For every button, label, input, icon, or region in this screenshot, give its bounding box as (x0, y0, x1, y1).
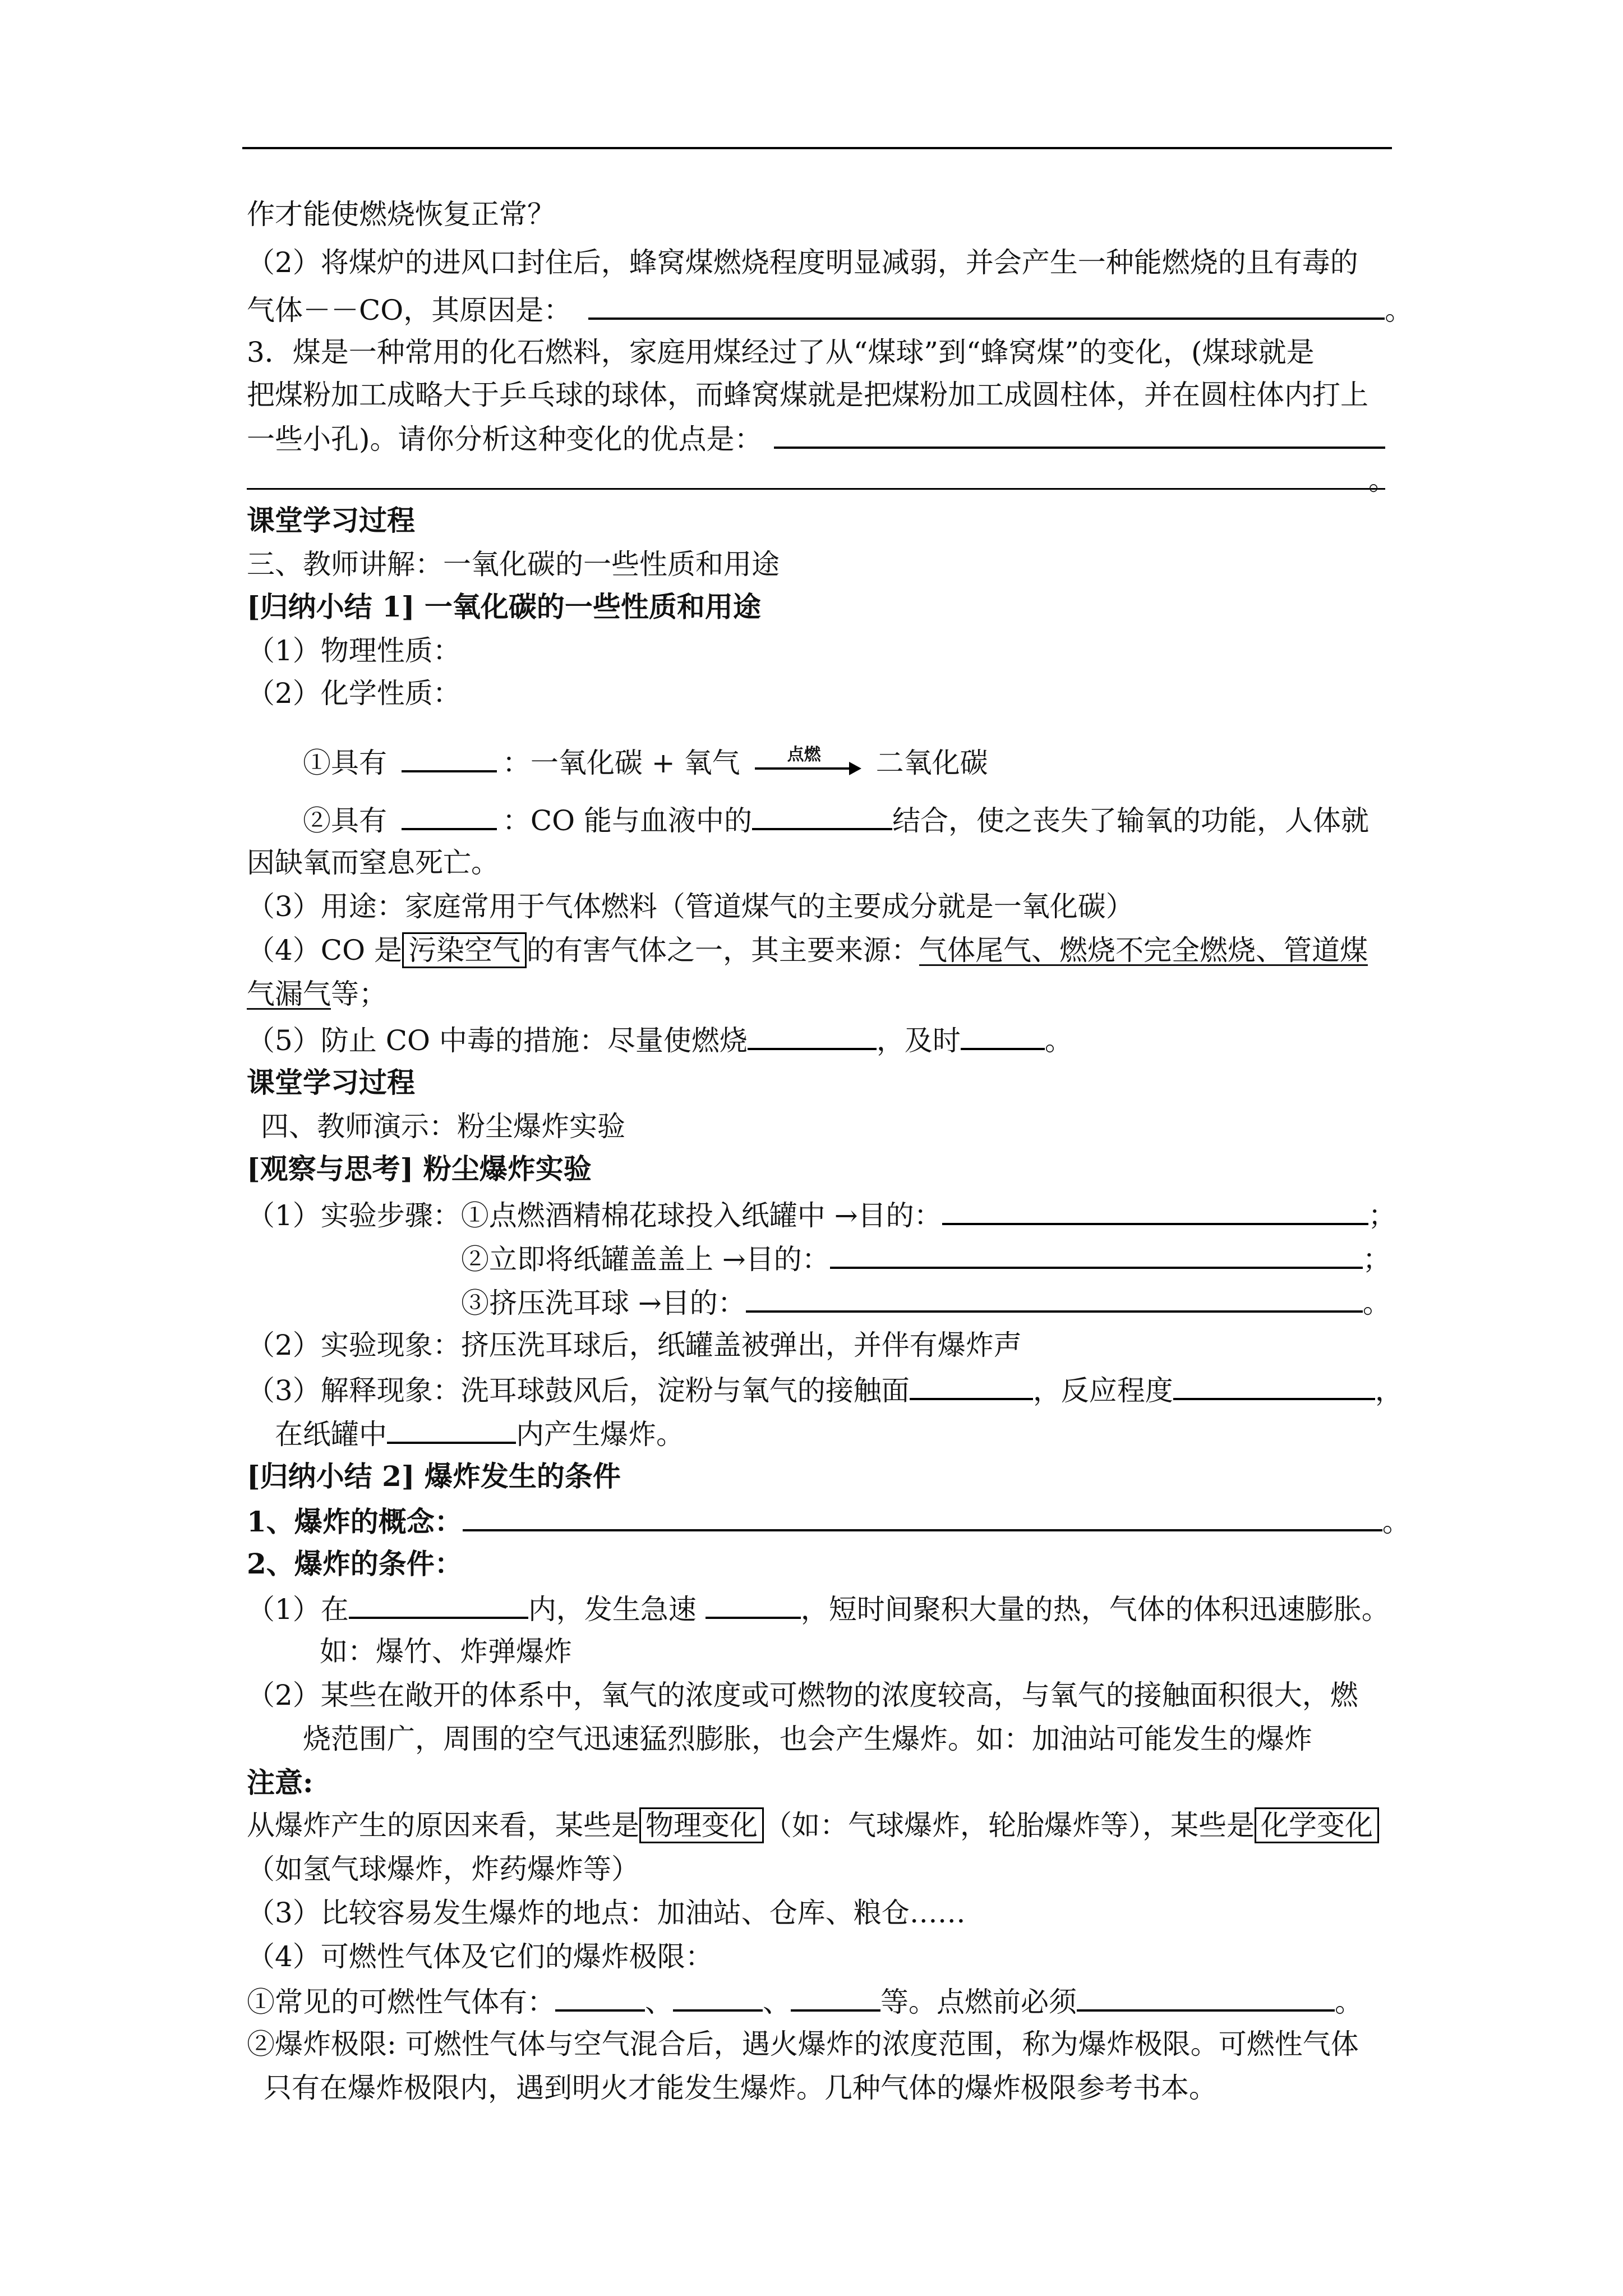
text: ； (1368, 1199, 1396, 1232)
text: （如：气球爆炸，轮胎爆炸等），某些是 (764, 1809, 1255, 1842)
text-line (320, 1634, 572, 1669)
text-line (247, 976, 387, 1012)
text: 气体－－CO，其原因是： (247, 294, 572, 326)
text: （2）化学性质： (247, 677, 461, 710)
answer-blank[interactable] (791, 1982, 880, 2012)
text: ①具有 (303, 747, 396, 779)
text-line (247, 546, 780, 582)
text: [观察与思考] 粉尘爆炸实验 (247, 1152, 592, 1185)
text: 等。点燃前必须 (880, 1986, 1077, 2018)
text-line (247, 420, 1385, 457)
text: 3．煤是一种常用的化石燃料，家庭用煤经过了从“煤球”到“蜂窝煤”的变化，(煤球就是 (247, 336, 1315, 369)
text: 内，发生急速 (528, 1593, 706, 1626)
answer-blank[interactable] (588, 291, 1385, 320)
underlined-text: 气体尾气、燃烧不完全燃烧、管道煤 (919, 934, 1368, 967)
answer-blank[interactable] (961, 1021, 1045, 1050)
text: 。 (1335, 1986, 1363, 2018)
text-line (275, 1415, 684, 1452)
text: 烧范围广，周围的空气迅速猛烈膨胀，也会产生爆炸。如：加油站可能发生的爆炸 (303, 1723, 1312, 1755)
text: （5）防止 CO 中毒的措施：尽量使燃烧 (247, 1024, 748, 1057)
text: ③挤压洗耳球 →目的： (461, 1287, 746, 1319)
text: 把煤粉加工成略大于乒乓球的球体，而蜂窝煤就是把煤粉加工成圆柱体，并在圆柱体内打上 (247, 379, 1368, 411)
text-line (461, 1240, 1391, 1277)
text-line (247, 1590, 1390, 1627)
text: （2）实验现象：挤压洗耳球后，纸罐盖被弹出，并伴有爆炸声 (247, 1329, 1022, 1361)
text-line (247, 1677, 1358, 1713)
text: ，及时 (876, 1024, 961, 1057)
answer-blank[interactable] (387, 1415, 516, 1444)
underlined-text: 气漏气 (247, 978, 331, 1010)
text-line (303, 1721, 1312, 1757)
text: [归纳小结 2] 爆炸发生的条件 (247, 1460, 621, 1493)
text: ②立即将纸罐盖盖上 →目的： (461, 1243, 830, 1276)
text: ②具有 (303, 804, 396, 837)
text-line (247, 2026, 1359, 2062)
text-line (247, 334, 1315, 370)
answer-blank[interactable] (1173, 1371, 1375, 1400)
text: 、 (645, 1986, 673, 2018)
text: 。 (1385, 294, 1413, 326)
text: （4）可燃性气体及它们的爆炸极限： (247, 1940, 713, 1973)
text: 等； (331, 978, 387, 1010)
text-line (247, 932, 1368, 968)
text-line (247, 633, 461, 669)
text-line (247, 1895, 966, 1931)
answer-blank[interactable] (555, 1982, 645, 2012)
reaction-arrow (755, 745, 861, 776)
answer-blank[interactable] (706, 1590, 801, 1619)
text: 。 (1382, 1506, 1410, 1538)
text-line (247, 1371, 1403, 1409)
text-line (247, 1939, 713, 1975)
answer-blank[interactable] (774, 420, 1385, 449)
text-line (247, 1196, 1396, 1234)
answer-rule[interactable] (247, 488, 1385, 490)
text-line (247, 1807, 1379, 1843)
text: 只有在爆炸极限内，遇到明火才能发生爆炸。几种气体的爆炸极限参考书本。 (264, 2072, 1217, 2104)
text-line (247, 1982, 1363, 2020)
text-line (247, 675, 461, 711)
text-line (247, 1502, 1410, 1540)
text: （2）某些在敞开的体系中，氧气的浓度或可燃物的浓度较高，与氧气的接触面积很大，燃 (247, 1679, 1358, 1711)
text-line (461, 1283, 1391, 1321)
boxed-term: 污染空气 (402, 932, 527, 968)
text: 结合，使之丧失了输氧的功能，人体就 (892, 804, 1370, 837)
boxed-term: 化学变化 (1255, 1807, 1379, 1843)
text-line (1368, 462, 1396, 498)
text: （1）物理性质： (247, 634, 461, 667)
text: （4）CO 是 (247, 934, 402, 967)
text-line (247, 196, 555, 232)
text-line (261, 1108, 625, 1144)
text: 内产生爆炸。 (516, 1418, 684, 1451)
text: 因缺氧而窒息死亡。 (247, 846, 499, 879)
text-line (247, 845, 499, 881)
boxed-term: 物理变化 (639, 1807, 764, 1843)
text-line (247, 1851, 639, 1887)
text-line (247, 1021, 1073, 1059)
answer-blank[interactable] (748, 1021, 877, 1050)
text-line (247, 291, 1413, 328)
text: 在纸罐中 (275, 1418, 387, 1451)
answer-blank[interactable] (349, 1590, 528, 1619)
text-line (247, 377, 1368, 413)
answer-blank[interactable] (910, 1371, 1033, 1400)
text: ； (1362, 1243, 1391, 1276)
text: 作才能使燃烧恢复正常？ (247, 198, 555, 231)
arrow-shaft (755, 767, 854, 770)
text: ①常见的可燃性气体有： (247, 1986, 555, 2018)
answer-blank[interactable] (402, 801, 497, 830)
arrow-head (849, 762, 861, 775)
text: 一些小孔)。请你分析这种变化的优点是： (247, 423, 763, 455)
note-heading (247, 1765, 313, 1801)
answer-blank[interactable] (752, 801, 892, 830)
text: 的有害气体之一，其主要来源： (526, 934, 919, 967)
text: 三、教师讲解：一氧化碳的一些性质和用途 (247, 548, 780, 581)
summary-heading (247, 1458, 621, 1494)
text: 四、教师演示：粉尘爆炸实验 (261, 1110, 625, 1143)
header-rule (242, 147, 1392, 149)
text-line (303, 743, 988, 781)
answer-blank[interactable] (463, 1502, 1382, 1531)
text: ， (1375, 1374, 1403, 1407)
reaction-condition: 点燃 (787, 745, 821, 765)
answer-blank[interactable] (673, 1982, 763, 2012)
text: （3）用途：家庭常用于气体燃料（管道煤气的主要成分就是一氧化碳） (247, 890, 1134, 923)
text: （如氢气球爆炸，炸药爆炸等） (247, 1853, 639, 1885)
subheading (247, 1546, 463, 1582)
summary-heading (247, 589, 761, 625)
text: 课堂学习过程 (247, 1066, 415, 1099)
text: 如：爆竹、炸弹爆炸 (320, 1635, 572, 1668)
text: ，短时间聚积大量的热，气体的体积迅速膨胀。 (800, 1593, 1390, 1626)
text: ②爆炸极限: 可燃性气体与空气混合后，遇火爆炸的浓度范围，称为爆炸极限。可燃性气体 (247, 2028, 1359, 2060)
section-heading (247, 503, 415, 539)
text: 课堂学习过程 (247, 504, 415, 537)
text: 从爆炸产生的原因来看，某些是 (247, 1809, 639, 1842)
text: 。 (1368, 464, 1396, 496)
text: 2、爆炸的条件： (247, 1547, 463, 1580)
text: 二氧化碳 (875, 747, 988, 779)
text-line (303, 801, 1369, 839)
text: （1）实验步骤：①点燃酒精棉花球投入纸罐中 →目的： (247, 1199, 942, 1232)
answer-blank[interactable] (942, 1196, 1368, 1225)
text: 。 (1044, 1024, 1073, 1057)
answer-blank[interactable] (830, 1240, 1363, 1269)
text: 、 (763, 1986, 791, 2018)
text: 1、爆炸的概念： (247, 1505, 463, 1538)
observe-heading (247, 1151, 592, 1187)
answer-blank[interactable] (746, 1283, 1363, 1313)
answer-blank[interactable] (1077, 1982, 1335, 2012)
text-line (247, 889, 1134, 924)
text: （3）解释现象：洗耳球鼓风后，淀粉与氧气的接触面 (247, 1374, 910, 1407)
text: ：一氧化碳 + 氧气 (502, 747, 740, 779)
text: ，反应程度 (1032, 1374, 1173, 1407)
text: （1）在 (247, 1593, 349, 1626)
text: （3）比较容易发生爆炸的地点：加油站、仓库、粮仓…… (247, 1897, 966, 1929)
text: （2）将煤炉的进风口封住后，蜂窝煤燃烧程度明显减弱，并会产生一种能燃烧的且有毒的 (247, 246, 1358, 279)
text: [归纳小结 1] 一氧化碳的一些性质和用途 (247, 590, 761, 623)
text-line (247, 1327, 1022, 1363)
text-line (264, 2070, 1217, 2106)
text: 。 (1362, 1287, 1391, 1319)
section-heading (247, 1065, 415, 1101)
text-line (247, 245, 1358, 280)
text: 注意: (247, 1766, 313, 1799)
answer-blank[interactable] (402, 743, 497, 772)
text: ：CO 能与血液中的 (502, 804, 753, 837)
